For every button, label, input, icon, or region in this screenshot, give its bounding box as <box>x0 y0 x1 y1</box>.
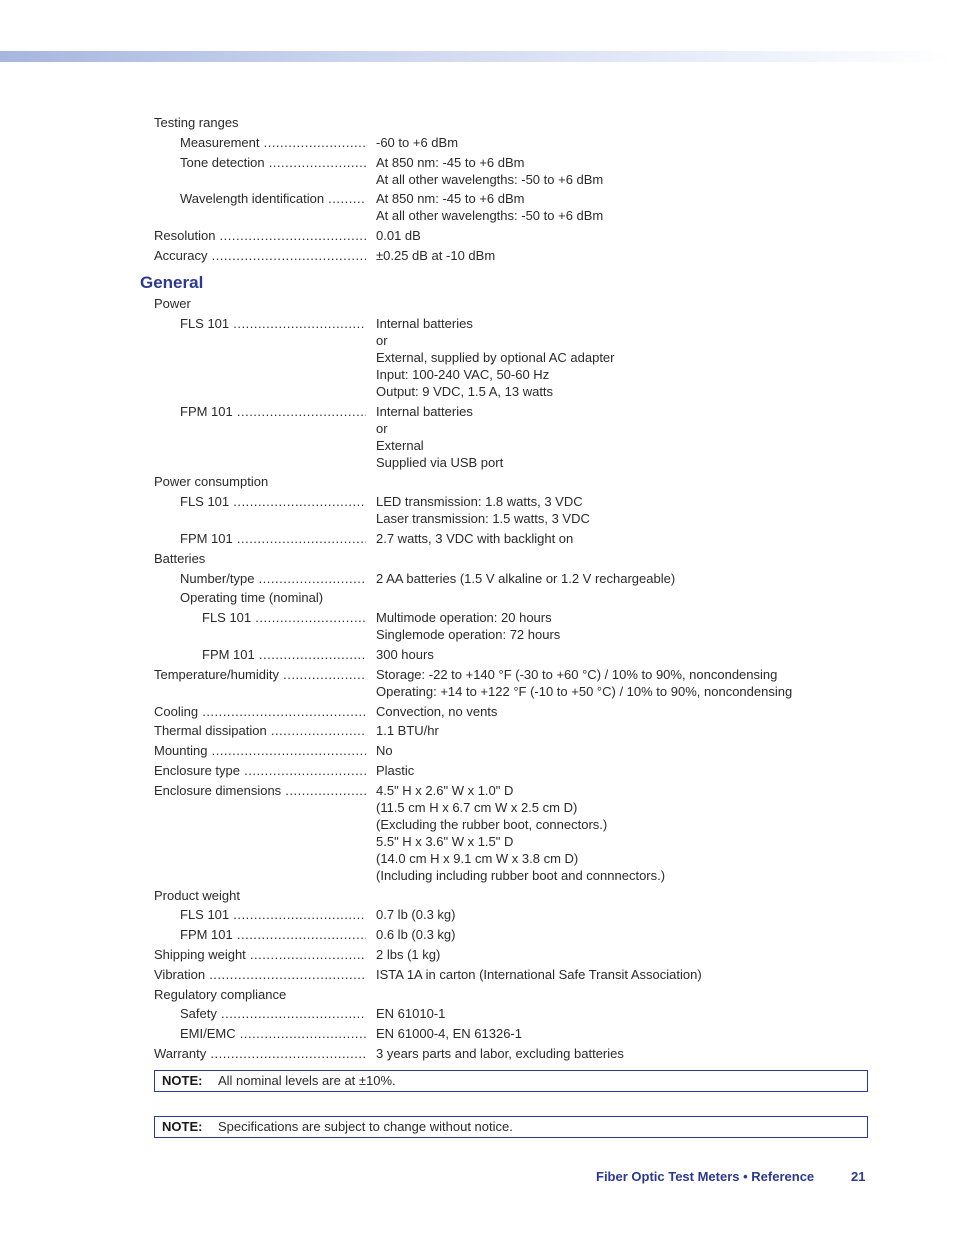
spec-value: Input: 100-240 VAC, 50-60 Hz <box>376 366 550 382</box>
spec-value: 2 AA batteries (1.5 V alkaline or 1.2 V rechargeable) <box>376 570 676 586</box>
spec-value: (Excluding the rubber boot, connectors.) <box>376 816 608 832</box>
spec-value: 4.5" H x 2.6" W x 1.0" D <box>376 782 514 798</box>
spec-label: FPM 101 ..... <box>180 403 366 420</box>
spec-value: No <box>376 743 393 759</box>
spec-value: Singlemode operation: 72 hours <box>376 627 561 643</box>
spec-value: ±0.25 dB at -10 dBm <box>376 248 496 263</box>
spec-row <box>0 403 954 470</box>
spec-label: FLS 101 ..... <box>202 609 366 626</box>
spec-row <box>0 570 954 587</box>
spec-label: Tone detection ..... <box>180 154 366 171</box>
spec-row <box>0 154 954 187</box>
spec-value: At 850 nm: -45 to +6 dBm <box>376 191 525 207</box>
spec-value: (Including including rubber boot and connnectors.) <box>376 867 666 883</box>
spec-label: Measurement ..... <box>180 134 366 151</box>
spec-value: Plastic <box>376 763 415 778</box>
spec-value: LED transmission: 1.8 watts, 3 VDC <box>376 494 583 510</box>
spec-label: Enclosure dimensions ..... <box>154 782 366 799</box>
spec-label: Batteries <box>154 550 206 566</box>
spec-value: Internal batteries <box>376 315 473 331</box>
spec-value: Output: 9 VDC, 1.5 A, 13 watts <box>376 383 554 399</box>
spec-row <box>0 946 954 963</box>
spec-label: Mounting ..... <box>154 742 366 759</box>
spec-value: Multimode operation: 20 hours <box>376 610 552 626</box>
spec-value: ISTA 1A in carton (International Safe Transit Association) <box>376 966 702 982</box>
spec-value: (14.0 cm H x 9.1 cm W x 3.8 cm D) <box>376 850 579 866</box>
spec-row <box>0 666 954 699</box>
spec-value: 5.5" H x 3.6" W x 1.5" D <box>376 833 514 849</box>
spec-label: FPM 101 ..... <box>180 530 366 547</box>
spec-row <box>0 295 954 312</box>
spec-row <box>0 703 954 720</box>
spec-row <box>0 1045 954 1062</box>
page-footer <box>596 1168 866 1186</box>
spec-label: FLS 101 ..... <box>180 493 366 510</box>
spec-row <box>0 782 954 883</box>
spec-row <box>0 742 954 759</box>
spec-row <box>0 646 954 663</box>
spec-row <box>0 530 954 547</box>
spec-label: Operating time (nominal) <box>180 590 324 606</box>
spec-row <box>0 589 954 606</box>
footer-title: Fiber Optic Test Meters • Reference <box>596 1169 815 1184</box>
note-box-2 <box>154 1116 868 1138</box>
spec-row <box>0 762 954 779</box>
spec-label: Number/type ..... <box>180 570 366 587</box>
spec-value: 0.7 lb (0.3 kg) <box>376 907 456 923</box>
spec-row <box>0 722 954 739</box>
spec-label: FLS 101 ..... <box>180 906 366 923</box>
spec-value: (11.5 cm H x 6.7 cm W x 2.5 cm D) <box>376 799 578 815</box>
spec-value: or <box>376 332 388 348</box>
spec-row <box>0 906 954 923</box>
spec-label: Accuracy ..... <box>154 247 366 264</box>
spec-label: Product weight <box>154 887 240 903</box>
spec-row <box>0 473 954 490</box>
spec-row <box>0 550 954 567</box>
note-text: Specifications are subject to change without notice. <box>218 1119 513 1134</box>
spec-row <box>0 134 954 151</box>
spec-value: 0.6 lb (0.3 kg) <box>376 927 456 943</box>
spec-label: FPM 101 ..... <box>202 646 366 663</box>
header-band <box>0 51 954 62</box>
spec-label: Testing ranges <box>154 115 239 130</box>
spec-value: External <box>376 437 424 453</box>
spec-value: EN 61000-4, EN 61326-1 <box>376 1026 522 1042</box>
note-box-1 <box>154 1070 868 1092</box>
spec-value: At all other wavelengths: -50 to +6 dBm <box>376 171 604 187</box>
spec-label: Power consumption <box>154 474 269 490</box>
spec-value: At all other wavelengths: -50 to +6 dBm <box>376 208 604 224</box>
spec-row <box>0 1005 954 1022</box>
spec-row <box>0 966 954 983</box>
spec-value: Convection, no vents <box>376 703 498 719</box>
spec-value: 2.7 watts, 3 VDC with backlight on <box>376 531 574 546</box>
spec-value: 300 hours <box>376 647 434 662</box>
spec-value: At 850 nm: -45 to +6 dBm <box>376 154 525 170</box>
spec-row <box>0 986 954 1003</box>
spec-label: Regulatory compliance <box>154 986 287 1002</box>
spec-label: Safety ..... <box>180 1005 366 1022</box>
spec-value: Operating: +14 to +122 °F (-10 to +50 °C) / 10% to 90%, noncondensing <box>376 683 793 699</box>
spec-label: Shipping weight ..... <box>154 946 366 963</box>
spec-row <box>0 1025 954 1042</box>
spec-value: or <box>376 420 388 436</box>
spec-value: EN 61010-1 <box>376 1006 446 1022</box>
note-text: All nominal levels are at ±10%. <box>218 1073 396 1088</box>
spec-value: 3 years parts and labor, excluding batteries <box>376 1046 624 1061</box>
spec-label: FLS 101 ..... <box>180 315 366 332</box>
spec-row <box>0 227 954 244</box>
spec-row <box>0 887 954 904</box>
spec-row <box>0 609 954 643</box>
spec-value: 1.1 BTU/hr <box>376 723 439 739</box>
spec-label: Resolution ..... <box>154 227 366 244</box>
spec-value: External, supplied by optional AC adapter <box>376 349 615 365</box>
spec-row <box>0 493 954 527</box>
spec-label: Wavelength identification ..... <box>180 190 366 207</box>
spec-value: Internal batteries <box>376 403 473 419</box>
section-heading: General <box>140 273 204 292</box>
spec-label: Warranty ..... <box>154 1045 366 1062</box>
spec-label: Power <box>154 296 191 311</box>
spec-value: Supplied via USB port <box>376 454 504 470</box>
spec-label: Cooling ..... <box>154 703 366 720</box>
spec-value: 0.01 dB <box>376 228 421 244</box>
spec-value: -60 to +6 dBm <box>376 134 459 150</box>
spec-label: Vibration ..... <box>154 966 366 983</box>
spec-label: FPM 101 ..... <box>180 926 366 943</box>
page-number: 21 <box>851 1169 866 1184</box>
spec-row <box>0 247 954 264</box>
spec-value: 2 lbs (1 kg) <box>376 947 441 962</box>
spec-row <box>0 315 954 399</box>
note-label: NOTE: <box>162 1119 203 1134</box>
spec-row <box>0 926 954 943</box>
spec-label: EMI/EMC ..... <box>180 1025 366 1042</box>
spec-value: Laser transmission: 1.5 watts, 3 VDC <box>376 511 590 527</box>
spec-row <box>0 190 954 224</box>
note-label: NOTE: <box>162 1073 203 1088</box>
spec-value: Storage: -22 to +140 °F (-30 to +60 °C) / 10% to 90%, noncondensing <box>376 666 778 682</box>
spec-label: Temperature/humidity ..... <box>154 666 366 683</box>
spec-label: Enclosure type ..... <box>154 762 366 779</box>
spec-row <box>0 114 954 131</box>
spec-label: Thermal dissipation ..... <box>154 722 366 739</box>
